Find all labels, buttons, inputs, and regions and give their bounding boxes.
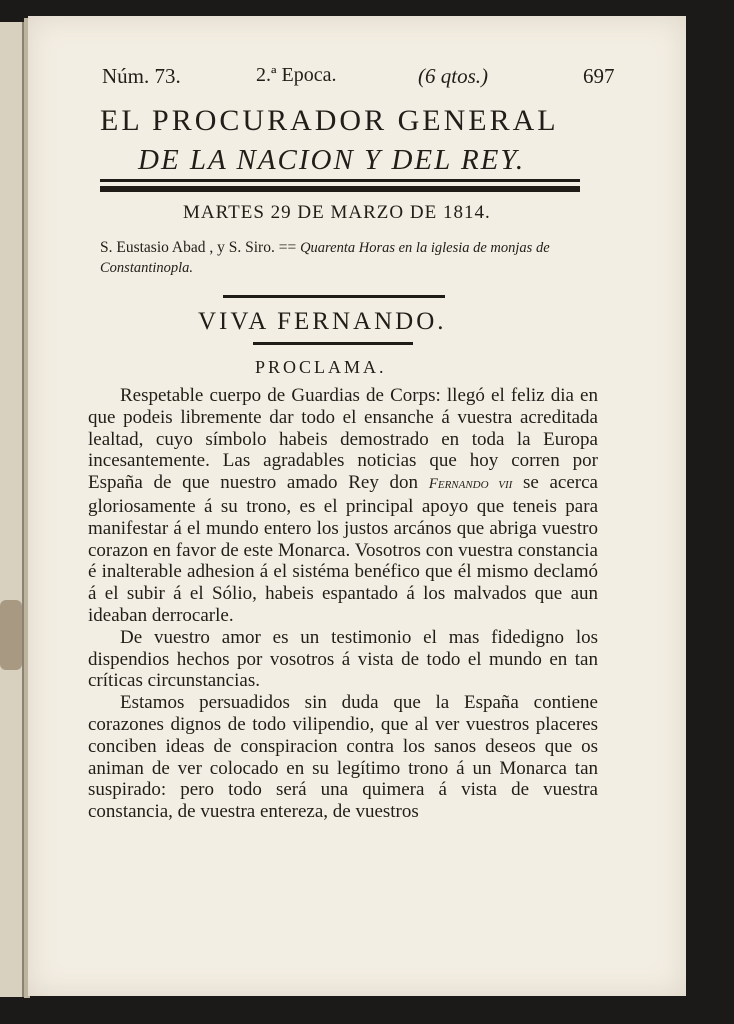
paragraph: Estamos persuadidos sin duda que la España contiene corazones dignos de todo vilipendio, que al ver vuestros placeres conciben ideas de conspiracion contra los sanos deseos que os animan de ver colocado en su legítimo trono á un Monarca tan suspirado: pero todo será una quimera á vista de vuestra constancia, de vuestra entereza, de vuestros — [88, 692, 598, 823]
paragraph: Respetable cuerpo de Guardias de Corps: llegó el feliz dia en que podeis libremente dar todo el ensanche á vuestra acreditada lealtad, cuyo símbolo habeis demostrado en toda la Europa incesantemente. Las agradables noticias que hoy corren por España de que nuestro amado Rey don Fernando vii se acerca gloriosamente á su trono, es el principal apoyo que teneis para manifestar á el mundo entero los justos arcános que abriga vuestro corazon en favor de este Monarca. Vosotros con vuestra constancia é inalterable adhesion á el sistéma benéfico que él mismo declamó á el subir á el Sólio, habeis espantado á los malvados que aun ideaban derrocarle. — [88, 385, 598, 626]
masthead-subtitle: DE LA NACION Y DEL REY. — [138, 144, 526, 176]
page-number: 697 — [583, 64, 615, 88]
section-rule-bottom — [253, 342, 413, 345]
devotion-note: Quarenta Horas en la iglesia de monjas de Constantinopla. — [100, 240, 550, 276]
issue-date: MARTES 29 DE MARZO DE 1814. — [183, 202, 491, 223]
newspaper-page — [28, 16, 686, 996]
issue-number: Núm. 73. — [102, 64, 181, 88]
masthead-rule-thick — [100, 186, 580, 192]
article-body — [88, 385, 598, 823]
article-heading: VIVA FERNANDO. — [198, 308, 447, 335]
quantity-label: (6 qtos.) — [418, 64, 488, 88]
saints-names: S. Eustasio Abad , y S. Siro. == — [100, 239, 297, 256]
section-rule-top — [223, 295, 445, 298]
king-name: Fernando vii — [428, 476, 513, 493]
masthead-rule-thin — [100, 179, 580, 182]
paragraph: De vuestro amor es un testimonio el mas fidedigno los dispendios hechos por vosotros á vista de todo el mundo en tan críticas circunstancias. — [88, 626, 598, 692]
epoch-label: 2.ª Epoca. — [256, 64, 337, 86]
facing-page-edge — [0, 22, 24, 997]
paper-stain — [0, 600, 22, 670]
masthead-title: EL PROCURADOR GENERAL — [100, 104, 559, 137]
article-subheading: PROCLAMA. — [255, 357, 387, 377]
saints-of-the-day — [100, 238, 620, 278]
